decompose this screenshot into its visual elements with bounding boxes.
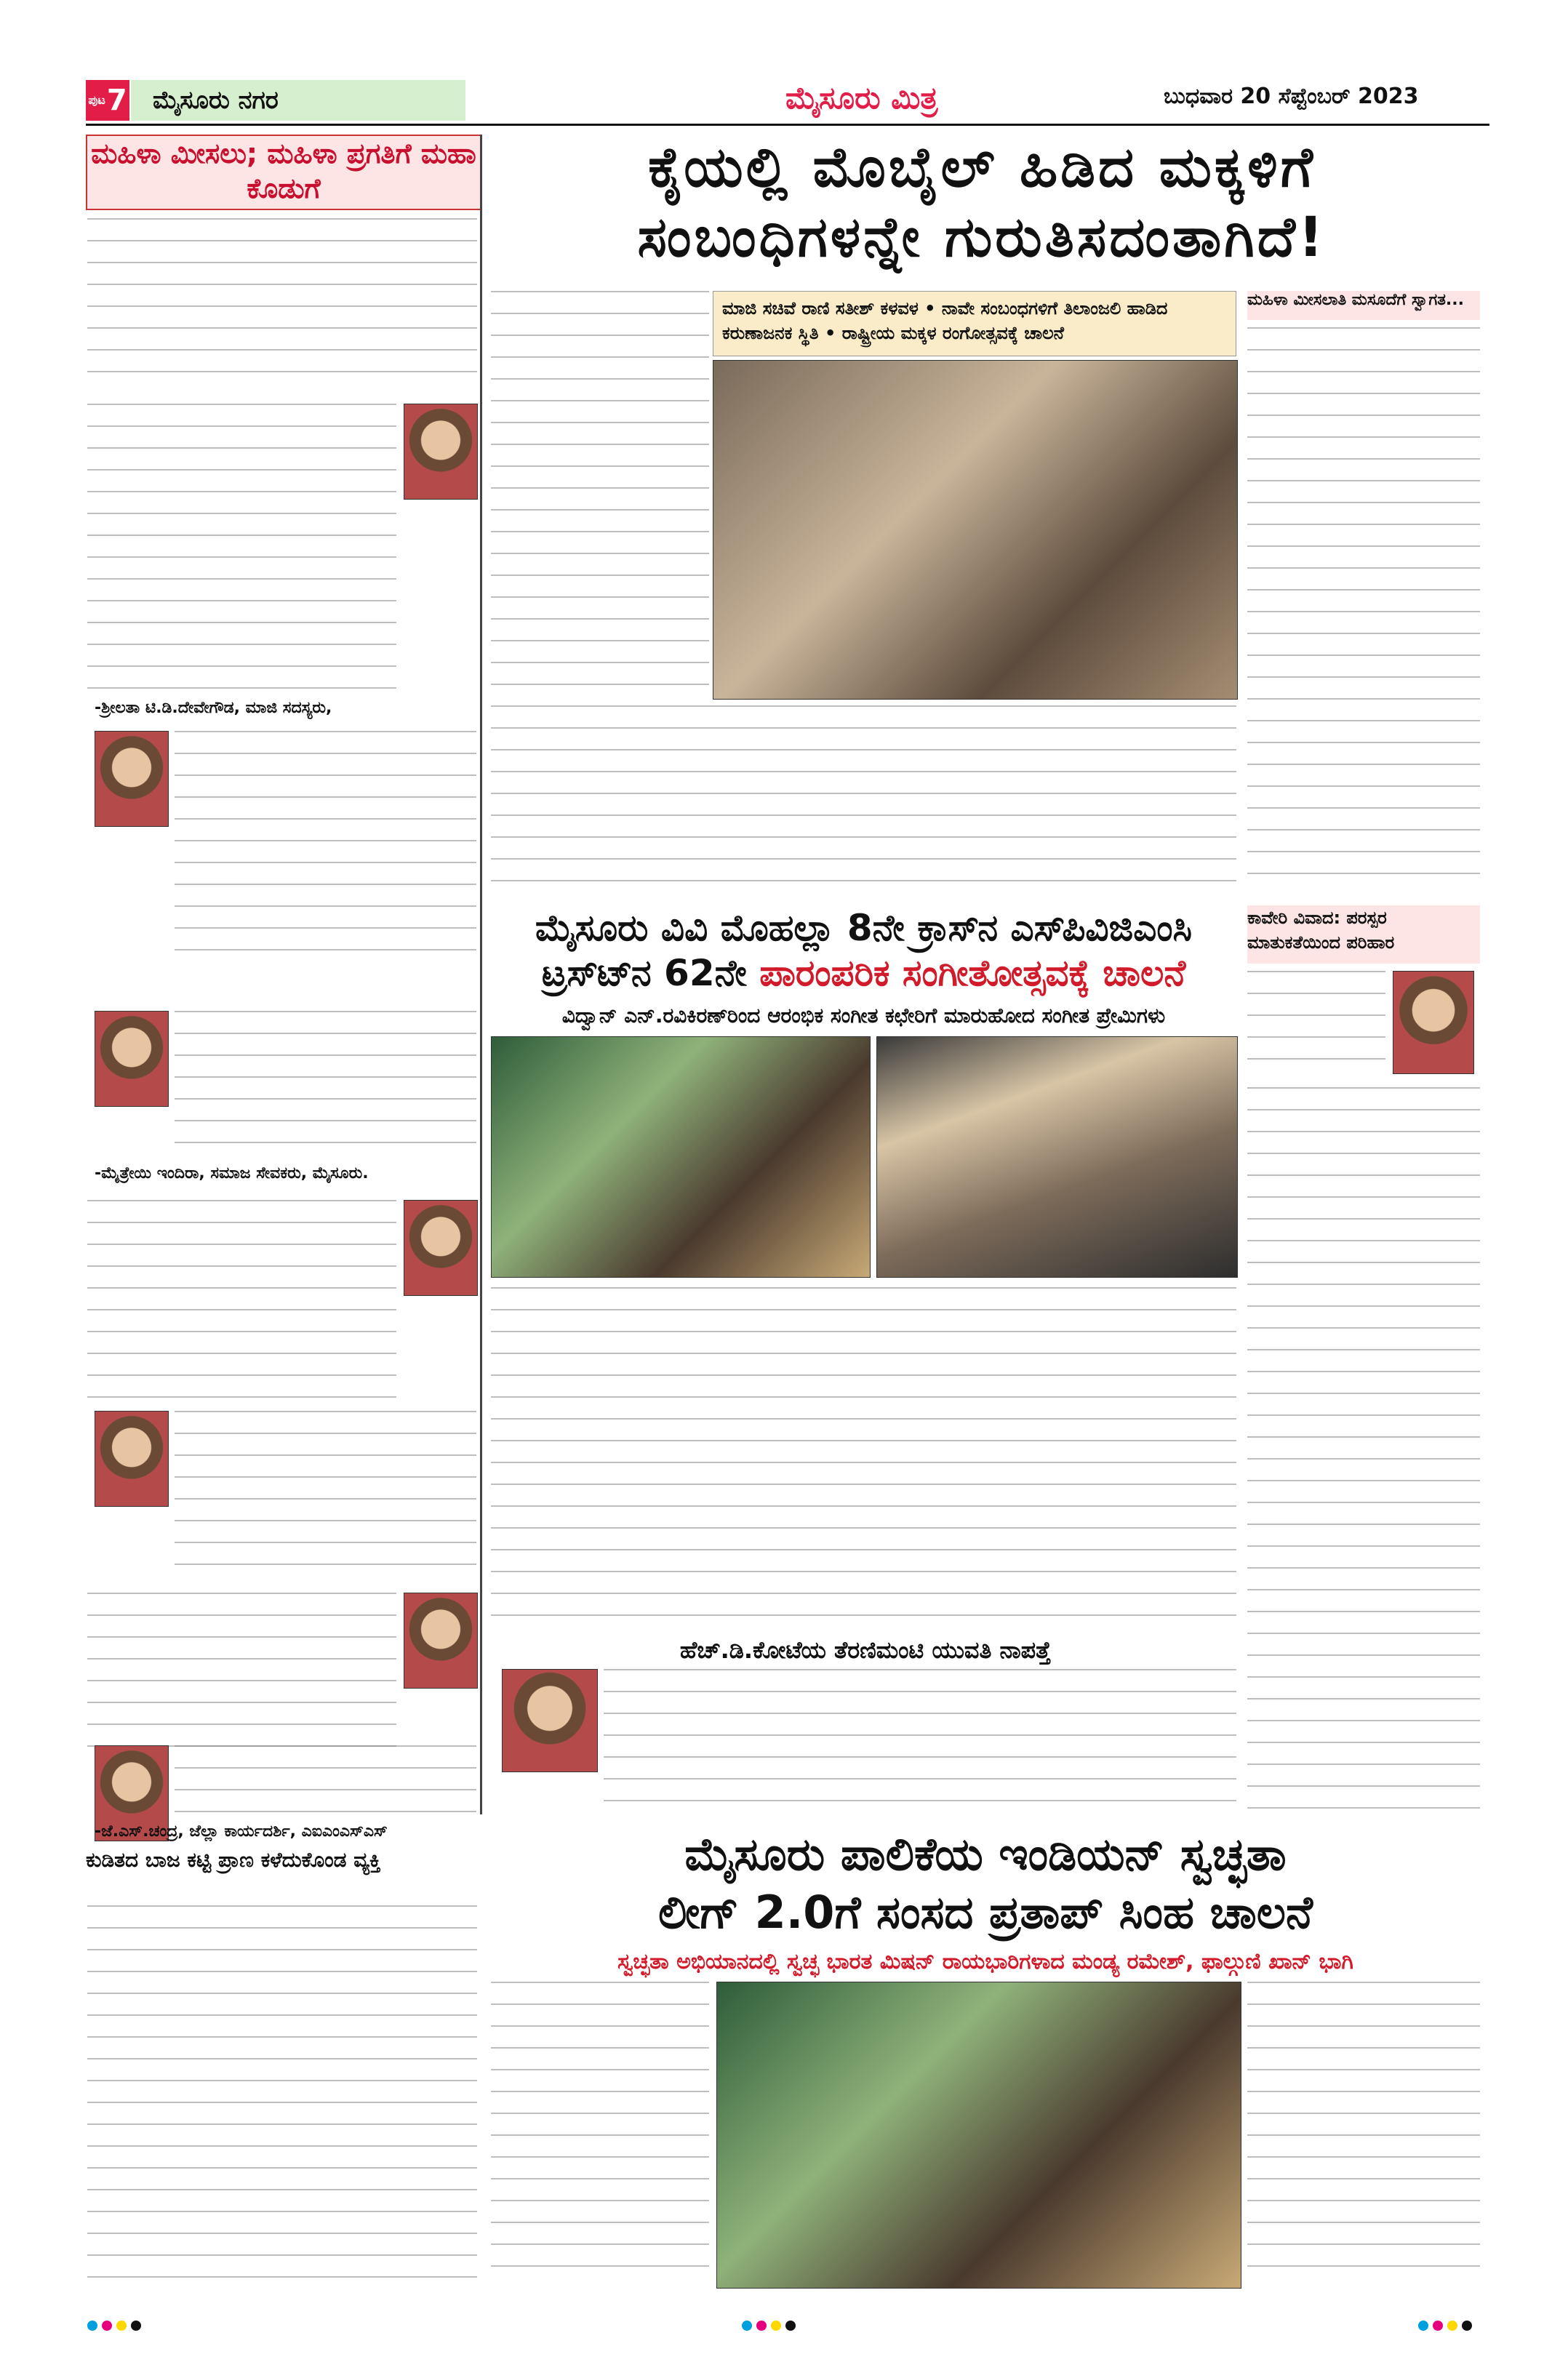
- swachh-photo: [716, 1982, 1241, 2289]
- swachh-headline: [491, 1825, 1480, 1942]
- bullet-3: ರಾಷ್ಟ್ರೀಯ ಮಕ್ಕಳ ರಂಗೋತ್ಸವಕ್ಕೆ ಚಾಲನೆ: [841, 323, 1064, 343]
- missing-text: [604, 1669, 1236, 1807]
- lead-headline: [480, 132, 1484, 272]
- registration-dot: [131, 2321, 141, 2331]
- lead-story-photo: [713, 360, 1238, 700]
- author-photo: [95, 1411, 169, 1507]
- opinion-text-3: [175, 1011, 476, 1156]
- page-number: 7: [106, 84, 127, 117]
- cauvery-text-2: [1247, 1087, 1480, 1814]
- author-photo: [404, 404, 478, 500]
- bottom-left-text: [87, 1905, 477, 2287]
- registration-dot: [756, 2321, 767, 2331]
- registration-dot: [785, 2321, 796, 2331]
- swachh-subhead: ಸ್ವಚ್ಛತಾ ಅಭಿಯಾನದಲ್ಲಿ ಸ್ವಚ್ಛ ಭಾರತ ಮಿಷನ್ ರಾಯಭಾರಿಗಳಾದ ಮಂಡ್ಯ ರಮೇಶ್, ಫಾಲ್ಗುಣಿ ಖಾನ್ ಭಾಗಿ: [617, 1949, 1353, 1974]
- registration-dot: [742, 2321, 752, 2331]
- missing-title: ಹೆಚ್.ಡಿ.ಕೋಟೆಯ ತೆರಣಿಮಂಟಿ ಯುವತಿ ನಾಪತ್ತೆ: [679, 1636, 1052, 1664]
- author-photo: [95, 731, 169, 827]
- page-label: ಪುಟ: [88, 93, 105, 107]
- registration-dot: [87, 2321, 97, 2331]
- bottom-left-title: ಕುಡಿತದ ಬಾಜ ಕಟ್ಟಿ ಪ್ರಾಣ ಕಳೆದುಕೊಂಡ ವ್ಯಕ್ತಿ: [86, 1848, 381, 1872]
- registration-marks: [742, 2320, 800, 2334]
- page-number-box: [86, 80, 129, 121]
- opinion-text-6: [87, 1593, 396, 1753]
- bullet-2: ನಾವೇ ಸಂಬಂಧಗಳಿಗೆ ತಿಲಾಂಜಲಿ ಹಾಡಿದ ಕರುಣಾಜನಕ ಸ್ಥಿತಿ: [722, 298, 1168, 343]
- music-photo-1: [491, 1036, 871, 1278]
- registration-dot: [116, 2321, 127, 2331]
- opinion-text-7: [175, 1745, 476, 1818]
- opinion-sign-3: -ಜೆ.ಎಸ್.ಚಂದ್ರ, ಜೆಲ್ಲಾ ಕಾರ್ಯದರ್ಶಿ, ಎಐಎಂಎಸ್ಎಸ್: [95, 1822, 388, 1841]
- lead-story-continued: [491, 705, 1236, 894]
- registration-dot: [1418, 2321, 1428, 2331]
- registration-marks: [87, 2320, 145, 2334]
- section-title: ಮೈಸೂರು ನಗರ: [131, 80, 465, 121]
- cauvery-photo: [1393, 971, 1474, 1074]
- cauvery-text-1: [1247, 971, 1385, 1080]
- opinion-sign-2: -ಮೈತ್ರೇಯಿ ಇಂದಿರಾ, ಸಮಾಜ ಸೇವಕರು, ಮೈಸೂರು.: [95, 1164, 369, 1182]
- lead-story-bullets: ಮಾಜಿ ಸಚಿವೆ ರಾಣಿ ಸತೀಶ್ ಕಳವಳ • ನಾವೇ ಸಂಬಂಧಗಳಿಗೆ ತಿಲಾಂಜಲಿ ಹಾಡಿದ ಕರುಣಾಜನಕ ಸ್ಥಿತಿ • ರಾಷ್ಟ್ರೀಯ ಮಕ್ಕಳ ರಂಗೋತ್ಸವಕ್ಕೆ ಚಾಲನೆ: [713, 291, 1236, 356]
- missing-photo: [502, 1669, 598, 1772]
- music-headline: [491, 905, 1236, 996]
- opinion-sign-1: -ಶ್ರೀಲತಾ ಟಿ.ಡಿ.ದೇವೇಗೌಡ, ಮಾಜಿ ಸದಸ್ಯರು,: [95, 699, 332, 717]
- left-story-title: ಮಹಿಳಾ ಮೀಸಲು; ಮಹಿಳಾ ಪ್ರಗತಿಗೆ ಮಹಾ ಕೊಡುಗೆ: [86, 135, 481, 210]
- issue-date: ಬುಧವಾರ 20 ಸೆಪ್ಟೆಂಬರ್ 2023: [1164, 84, 1419, 109]
- lead-headline-line-2: ಸಂಬಂಧಿಗಳನ್ನೇ ಗುರುತಿಸದಂತಾಗಿದೆ!: [637, 204, 1327, 269]
- cauvery-title: ಕಾವೇರಿ ವಿವಾದ: ಪರಸ್ಪರ ಮಾತುಕತೆಯಿಂದ ಪರಿಹಾರ: [1247, 905, 1480, 964]
- swachh-headline-line-1: ಮೈಸೂರು ಪಾಲಿಕೆಯ ಇಂಡಿಯನ್ ಸ್ವಚ್ಛತಾ: [684, 1827, 1287, 1881]
- author-photo: [95, 1011, 169, 1107]
- music-headline-line-2b: ಪಾರಂಪರಿಕ ಸಂಗೀತೋತ್ಸವಕ್ಕೆ ಚಾಲನೆ: [759, 952, 1186, 994]
- masthead: ಮೈಸೂರು ಮಿತ್ರ: [785, 80, 938, 116]
- music-headline-line-1: ಮೈಸೂರು ವಿವಿ ಮೊಹಲ್ಲಾ 8ನೇ ಕ್ರಾಸ್‍ನ ಎಸ್‍ಪಿವಿಜಿಎಂಸಿ: [535, 907, 1193, 949]
- music-photo-2: [876, 1036, 1238, 1278]
- lead-side-title: ಮಹಿಳಾ ಮೀಸಲಾತಿ ಮಸೂದೆಗೆ ಸ್ವಾಗತ...: [1247, 291, 1480, 320]
- author-photo: [404, 1200, 478, 1296]
- header-rule: [86, 124, 1489, 126]
- swachh-headline-line-2: ಲೀಗ್ 2.0ಗೆ ಸಂಸದ ಪ್ರತಾಪ್ ಸಿಂಹ ಚಾಲನೆ: [658, 1886, 1313, 1939]
- lead-side-text: [1247, 327, 1480, 894]
- opinion-text-2: [175, 731, 476, 964]
- swachh-text-2: [1247, 1982, 1480, 2287]
- opinion-text-1: [87, 404, 396, 694]
- music-headline-line-2a: ಟ್ರಸ್ಟ್‍ನ 62ನೇ: [541, 952, 760, 994]
- swachh-text-1: [491, 1982, 709, 2287]
- opinion-text-5: [175, 1411, 476, 1578]
- registration-marks: [1418, 2320, 1476, 2334]
- registration-dot: [771, 2321, 781, 2331]
- column-divider: [480, 135, 482, 1814]
- registration-dot: [1433, 2321, 1443, 2331]
- registration-dot: [1462, 2321, 1472, 2331]
- registration-dot: [1447, 2321, 1457, 2331]
- left-story-intro: [87, 218, 477, 393]
- registration-dot: [102, 2321, 112, 2331]
- lead-story-text: [491, 291, 709, 698]
- music-subhead: ವಿದ್ವಾನ್ ಎನ್.ರವಿಕಿರಣ್‍ರಿಂದ ಆರಂಭಿಕ ಸಂಗೀತ ಕಛೇರಿಗೆ ಮಾರುಹೋದ ಸಂಗೀತ ಪ್ರೇಮಿಗಳು: [561, 1004, 1166, 1028]
- author-photo: [404, 1593, 478, 1689]
- lead-headline-line-1: ಕೈಯಲ್ಲಿ ಮೊಬೈಲ್ ಹಿಡಿದ ಮಕ್ಕಳಿಗೆ: [648, 135, 1316, 199]
- opinion-text-4: [87, 1200, 396, 1404]
- music-story-text: [491, 1287, 1236, 1629]
- bullet-1: ಮಾಜಿ ಸಚಿವೆ ರಾಣಿ ಸತೀಶ್ ಕಳವಳ: [722, 298, 919, 319]
